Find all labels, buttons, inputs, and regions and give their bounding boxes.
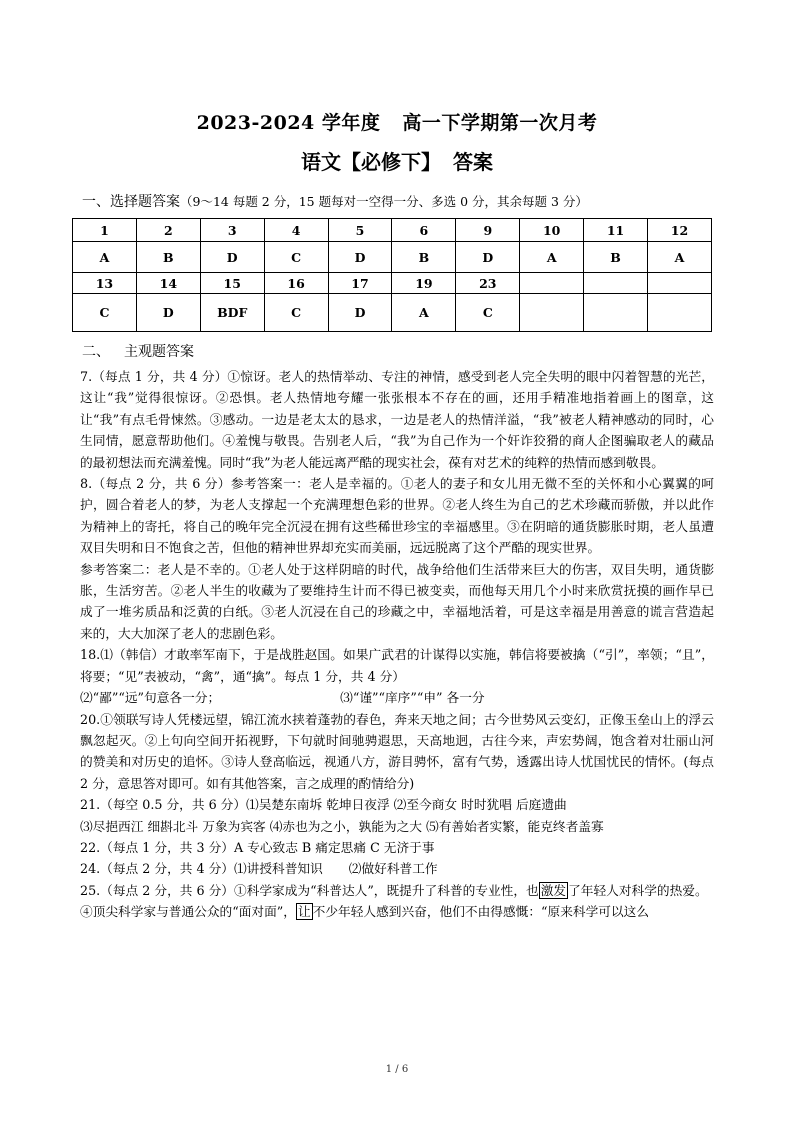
table-cell [648, 294, 712, 332]
table-row-numbers-2 [73, 273, 712, 294]
table-cell: 6 [392, 219, 456, 242]
choice-answer-table [72, 218, 712, 332]
table-cell: C [73, 294, 137, 332]
table-cell: A [648, 242, 712, 273]
table-cell: C [456, 294, 520, 332]
answer-q21-line2: ⑶尽挹西江 细斟北斗 万象为宾客 ⑷赤也为之小，孰能为之大 ⑸有善始者实繁，能克终者盖寡 [80, 818, 604, 834]
table-cell: 5 [328, 219, 392, 242]
school-year: 2023-2024 学年度 [196, 112, 381, 134]
table-cell: D [328, 242, 392, 273]
table-cell: A [392, 294, 456, 332]
answer-q8-option1: 8.（每点 2 分，共 6 分）参考答案一：老人是幸福的。①老人的妻子和女儿用无微不至的关怀和小心翼翼的呵护，圆合着老人的梦，为老人支撑起一个充满理想色彩的世界。②老人终生为自己的艺术珍藏而骄傲，并以此作为精神上的寄托，将自己的晚年完全沉浸在拥有这些稀世珍宝的幸福感里。③在阴暗的通货膨胀时期，老人虽遭双目失明和日不饱食之苦，但他的精神世界却充实而美丽，远远脱离了这个严酷的现实世界。 [80, 476, 714, 556]
table-cell: 3 [200, 219, 264, 242]
answer-q24: 24.（每点 2 分，共 4 分）⑴讲授科普知识 ⑵做好科普工作 [80, 861, 438, 877]
table-row-answers-1 [73, 242, 712, 273]
table-cell: A [520, 242, 584, 273]
table-cell: 12 [648, 219, 712, 242]
table-cell: B [584, 242, 648, 273]
table-row-numbers-1 [73, 219, 712, 242]
answer-q7: 7.（每点 1 分，共 4 分）①惊讶。老人的热情举动、专注的神情，感受到老人完全失明的眼中闪着智慧的光芒，这让“我”觉得很惊讶。②恐惧。老人热情地夸耀一张张根本不存在的画，还用手精准地指着画上的图章，这让“我”有点毛骨悚然。③感动。一边是老太太的恳求，一边是老人的热情洋溢，“我”被老人精神感动的同时，心生同情，愿意帮助他们。④羞愧与敬畏。告别老人后，“我”为自己作为一个奸诈狡猾的商人企图骗取老人的藏品的最初想法而充满羞愧。同时“我”为老人能远离严酷的现实社会，葆有对艺术的纯粹的热情而感到敬畏。 [80, 369, 714, 470]
boxed-word: 让 [297, 904, 311, 920]
answer-body [80, 366, 714, 923]
table-cell: 17 [328, 273, 392, 294]
subject-name: 语文【必修下】 [301, 150, 441, 174]
table-cell: A [73, 242, 137, 273]
section-1-heading: 一、选择题答案（9～14 每题 2 分，15 题每对一空得一分、多选 0 分，其余每题 3 分） [82, 194, 588, 210]
table-cell [584, 294, 648, 332]
boxed-word: 激发 [540, 882, 567, 898]
table-cell: C [264, 294, 328, 332]
table-cell: B [392, 242, 456, 273]
answer-q22: 22.（每点 1 分，共 3 分）A 专心致志 B 痛定思痛 C 无济于事 [80, 839, 435, 855]
exam-title [0, 108, 794, 135]
table-cell: 13 [73, 273, 137, 294]
answer-q25-point4: ④顶尖科学家与普通公众的“面对面”， 让 不少年轻人感到兴奋，他们不由得感慨：“原来科学可以这么 [80, 904, 650, 920]
answer-q20: 20.①领联写诗人凭楼远望，锦江流水挟着蓬勃的春色，奔来天地之间；古今世势风云变幻，正像玉垒山上的浮云飘忽起灭。②上句向空间开拓视野，下句就时间驰骋遐思，天高地迥，古往今来，声宏势阔，饱含着对壮丽山河的赞美和对历史的追怀。③诗人登高临远，视通八方，游目骋怀，富有气势，透露出诗人忧国忧民的情怀。(每点 2 分，意思答对即可。如有其他答案，言之成理的酌情给分) [80, 711, 714, 791]
table-cell: C [264, 242, 328, 273]
table-cell: 4 [264, 219, 328, 242]
page-number: 1 / 6 [385, 1064, 409, 1075]
table-cell [520, 273, 584, 294]
table-cell: 11 [584, 219, 648, 242]
answer-q18-part1: 18.⑴（韩信）才敢率军南下，于是战胜赵国。如果广武君的计谋得以实施，韩信将要被擒（“引”，率领；“且”，将要；“见”表被动，“禽”，通“擒”。每点 1 分，共 4 分） [80, 647, 714, 684]
table-cell: 23 [456, 273, 520, 294]
answer-q21-line1: 21.（每空 0.5 分，共 6 分）⑴吴楚东南坼 乾坤日夜浮 ⑵至今商女 时时犹唱 后庭遗曲 [80, 797, 567, 813]
table-cell: 14 [136, 273, 200, 294]
answer-q25-point1: 25.（每点 2 分，共 6 分）①科学家成为“科普达人”，既提升了科普的专业性，也 激发 了年轻人对科学的热爱。 [80, 882, 708, 898]
table-cell: 10 [520, 219, 584, 242]
answer-q8-option2: 参考答案二：老人是不幸的。①老人处于这样阴暗的时代，战争给他们生活带来巨大的伤害，双目失明，通货膨胀，生活穷苦。②老人半生的收藏为了要维持生计而不得已被变卖，而他每天用几个小时来欣赏抚摸的画作早已成了一堆劣质品和泛黄的白纸。③老人沉浸在自己的珍藏之中，幸福地活着，可是这幸福是用善意的谎言营造起来的，大大加深了老人的悲剧色彩。 [80, 561, 714, 641]
table-cell: 16 [264, 273, 328, 294]
table-cell: D [200, 242, 264, 273]
table-cell: 19 [392, 273, 456, 294]
table-cell [520, 294, 584, 332]
table-cell: 2 [136, 219, 200, 242]
section-2-heading: 二、 主观题答案 [82, 344, 194, 360]
answer-q18-part2: ⑵“鄙”“远”句意各一分； ⑶“谨”“庠序”“申” 各一分 [80, 690, 485, 706]
table-cell [648, 273, 712, 294]
subject-title [0, 146, 794, 175]
scoring-note: （9～14 每题 2 分，15 题每对一空得一分、多选 0 分，其余每题 3 分） [180, 194, 588, 209]
table-cell: 9 [456, 219, 520, 242]
table-cell: D [328, 294, 392, 332]
answer-label: 答案 [453, 150, 493, 174]
table-cell: D [456, 242, 520, 273]
table-row-answers-2 [73, 294, 712, 332]
exam-name: 高一下学期第一次月考 [402, 112, 598, 134]
table-cell [584, 273, 648, 294]
table-cell: 15 [200, 273, 264, 294]
table-cell: D [136, 294, 200, 332]
table-cell: B [136, 242, 200, 273]
table-cell: 1 [73, 219, 137, 242]
table-cell: BDF [200, 294, 264, 332]
